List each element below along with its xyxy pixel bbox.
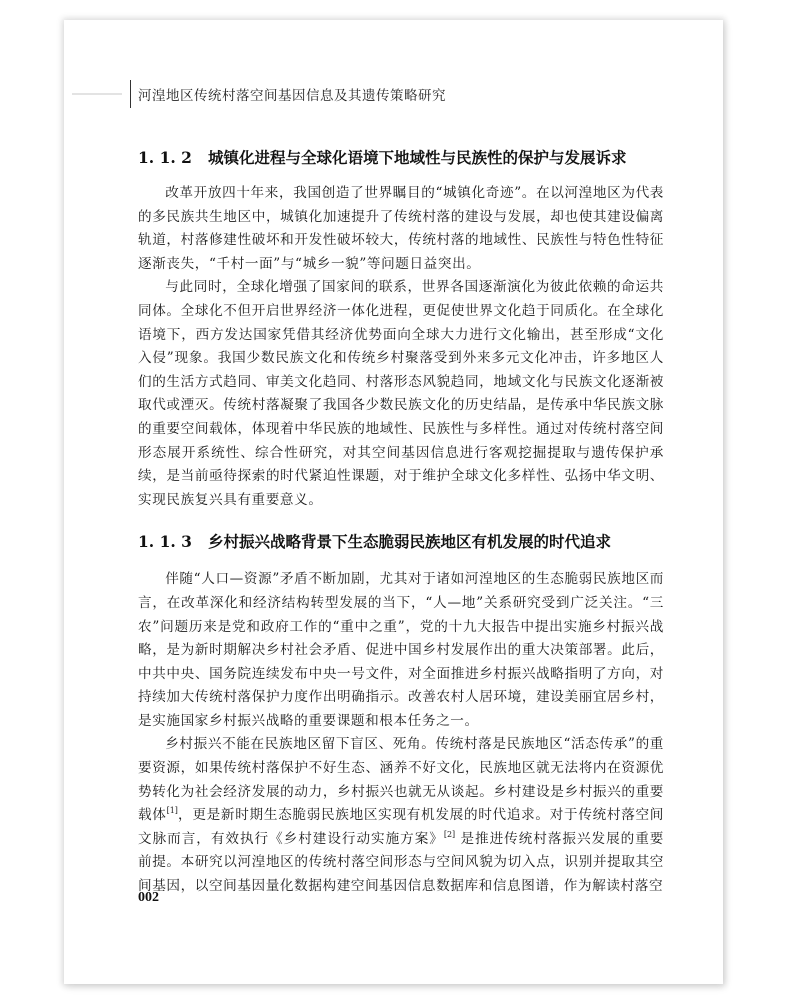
section-title: 乡村振兴战略背景下生态脆弱民族地区有机发展的时代追求 bbox=[207, 532, 611, 552]
section-number: 1. 1. 2 bbox=[138, 148, 192, 167]
book-page bbox=[64, 20, 723, 984]
section-heading-1-1-2 bbox=[138, 146, 664, 170]
page-number: 002 bbox=[138, 890, 159, 905]
section-number: 1. 1. 3 bbox=[138, 532, 192, 552]
paragraph-text: ，更是新时期生态脆弱民族地区实现有机发展的时代追求。对于传统村落空间文脉而言，有效执行《乡村建设行动实施方案》 bbox=[138, 807, 664, 847]
running-header bbox=[72, 79, 446, 109]
book-title: 河湟地区传统村落空间基因信息及其遗传策略研究 bbox=[138, 88, 446, 104]
section-heading-1-1-3 bbox=[138, 530, 664, 554]
header-vertical-divider bbox=[130, 80, 131, 108]
page-body bbox=[138, 146, 664, 899]
section-title: 城镇化进程与全球化语境下地域性与民族性的保护与发展诉求 bbox=[207, 148, 627, 167]
header-decorative-rule bbox=[72, 93, 122, 95]
paragraph-text: 乡村振兴不能在民族地区留下盲区、死角。传统村落是民族地区“活态传承”的重要资源，如果传统村落保护不好生态、涵养不好文化，民族地区就无法将内在资源优势转化为社会经济发展的动力，乡村振兴也就无从谈起。乡村建设是乡村振兴的重要载体 bbox=[138, 736, 664, 824]
paragraph: 改革开放四十年来，我国创造了世界瞩目的“城镇化奇迹”。在以河湟地区为代表的多民族共生地区中，城镇化加速提升了传统村落的建设与发展，却也使其建设偏离轨道，村落修建性破坏和开发性破坏较大，传统村落的地域性、民族性与特色性特征逐渐丧失，“千村一面”与“城乡一貌”等问题日益突出。 bbox=[138, 185, 664, 272]
paragraph: 伴随“人口—资源”矛盾不断加剧，尤其对于诸如河湟地区的生态脆弱民族地区而言，在改革深化和经济结构转型发展的当下，“人—地”关系研究受到广泛关注。“三农”问题历来是党和政府工作的“重中之重”，党的十九大报告中提出实施乡村振兴战略，是为新时期解决乡村社会矛盾、促进中国乡村发展作出的重大决策部署。此后，中共中央、国务院连续发布中央一号文件，对全面推进乡村振兴战略指明了方向，对持续加大传统村落保护力度作出明确指示。改善农村人居环境，建设美丽宜居乡村，是实施国家乡村振兴战略的重要课题和根本任务之一。 bbox=[138, 571, 664, 729]
paragraph-text: 是推进传统村落振兴发展的重要前提。本研究以河湟地区的传统村落空间形态与空间风貌为切入点，识别并提取其空间基因，以空间基因量化数据构建空间基因信息数据库和信息图谱，作为解读村落空 bbox=[138, 830, 664, 895]
paragraph-with-citations bbox=[138, 733, 664, 898]
paragraph: 与此同时，全球化增强了国家间的联系，世界各国逐渐演化为彼此依赖的命运共同体。全球化不但开启世界经济一体化进程，更促使世界文化趋于同质化。在全球化语境下，西方发达国家凭借其经济优势面向全球大力进行文化输出，甚至形成“文化入侵”现象。我国少数民族文化和传统乡村聚落受到外来多元文化冲击，许多地区人们的生活方式趋同、审美文化趋同、村落形态风貌趋同，地域文化与民族文化逐渐被取代或湮灭。传统村落凝聚了我国各少数民族文化的历史结晶，是传承中华民族文脉的重要空间载体，体现着中华民族的地域性、民族性与多样性。通过对传统村落空间形态展开系统性、综合性研究，对其空间基因信息进行客观挖掘提取与遗传保护承续，是当前亟待探索的时代紧迫性课题，对于维护全球文化多样性、弘扬中华文明、实现民族复兴具有重要意义。 bbox=[138, 279, 664, 508]
citation-ref-1[interactable]: [1] bbox=[166, 806, 178, 816]
citation-ref-2[interactable]: [2] bbox=[443, 829, 456, 839]
